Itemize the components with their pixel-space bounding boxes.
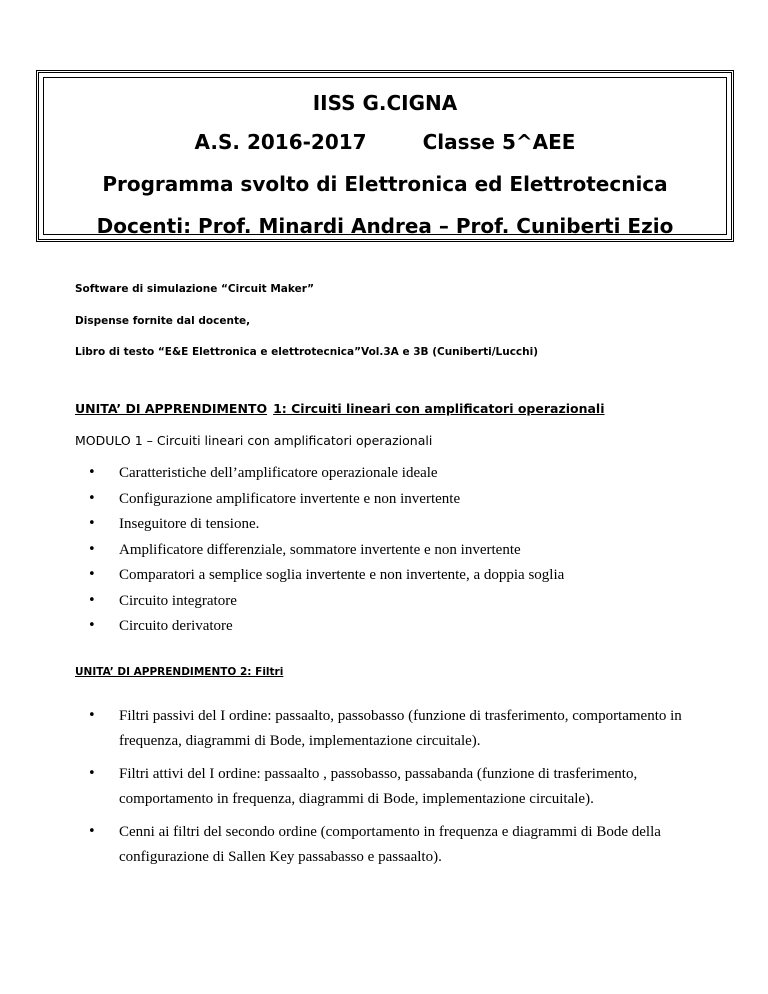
- list-item-text: Amplificatore differenziale, sommatore invertente e non invertente: [119, 541, 521, 558]
- bullet-icon: •: [88, 567, 96, 582]
- bullet-icon: •: [88, 708, 96, 723]
- resource-textbook: Libro di testo “E&E Elettronica e elettrotecnica”Vol.3A e 3B (Cuniberti/Lucchi): [75, 346, 539, 358]
- list-item-text: Configurazione amplificatore invertente e non invertente: [119, 490, 461, 507]
- list-item: [88, 566, 564, 592]
- list-item: [88, 515, 564, 541]
- unit1-title-rest: 1: Circuiti lineari con amplificatori operazionali: [273, 401, 605, 416]
- unit2-topic-list: [88, 704, 708, 878]
- bullet-icon: •: [88, 824, 96, 839]
- list-item-text: Comparatori a semplice soglia invertente e non invertente, a doppia soglia: [119, 567, 565, 583]
- list-item: [88, 490, 564, 516]
- list-item-text: Inseguitore di tensione.: [119, 516, 260, 532]
- list-item-text: Filtri passivi del I ordine: passaalto, passobasso (funzione di trasferimento, comportamento in frequenza, diagrammi di Bode, implementazione circuitale).: [119, 708, 682, 749]
- list-item-text: Filtri attivi del I ordine: passaalto , passobasso, passabanda (funzione di trasferimento, comportamento in frequenza, diagrammi di Bode, implementazione circuitale).: [119, 766, 638, 807]
- list-item: [88, 820, 708, 869]
- header-box: [36, 70, 734, 242]
- bullet-icon: •: [88, 541, 96, 557]
- teachers-line: Docenti: Prof. Minardi Andrea – Prof. Cuniberti Ezio: [96, 214, 674, 238]
- list-item: [88, 617, 564, 643]
- list-item: [88, 464, 564, 490]
- school-name: IISS G.CIGNA: [312, 91, 458, 115]
- unit2-title: UNITA’ DI APPRENDIMENTO 2: Filtri: [75, 666, 284, 678]
- bullet-icon: •: [88, 465, 96, 480]
- bullet-icon: •: [88, 618, 96, 633]
- list-item: [88, 704, 708, 753]
- program-title: Programma svolto di Elettronica ed Elettrotecnica: [102, 172, 668, 196]
- resource-software: Software di simulazione “Circuit Maker”: [75, 283, 314, 295]
- resource-handouts: Dispense fornite dal docente,: [75, 315, 251, 327]
- unit1-title: [75, 401, 605, 416]
- list-item-text: Cenni ai filtri del secondo ordine (comportamento in frequenza e diagrammi di Bode della configurazione di Sallen Key passabasso e passaalto).: [119, 824, 661, 865]
- list-item-text: Circuito integratore: [119, 592, 237, 609]
- class-name: Classe 5^AEE: [422, 130, 576, 154]
- list-item: [88, 762, 708, 811]
- year-class-line: [39, 130, 731, 154]
- bullet-icon: •: [88, 592, 96, 608]
- bullet-icon: •: [88, 490, 96, 506]
- list-item: [88, 592, 564, 618]
- list-item: [88, 541, 564, 567]
- bullet-icon: •: [88, 516, 96, 531]
- unit1-title-prefix: UNITA’ DI APPRENDIMENTO: [75, 401, 268, 416]
- list-item-text: Circuito derivatore: [119, 618, 233, 634]
- module1-title: MODULO 1 – Circuiti lineari con amplificatori operazionali: [75, 433, 433, 448]
- list-item-text: Caratteristiche dell’amplificatore operazionale ideale: [119, 465, 438, 481]
- unit1-topic-list: [88, 464, 564, 643]
- school-year: A.S. 2016-2017: [194, 130, 367, 154]
- bullet-icon: •: [88, 766, 96, 781]
